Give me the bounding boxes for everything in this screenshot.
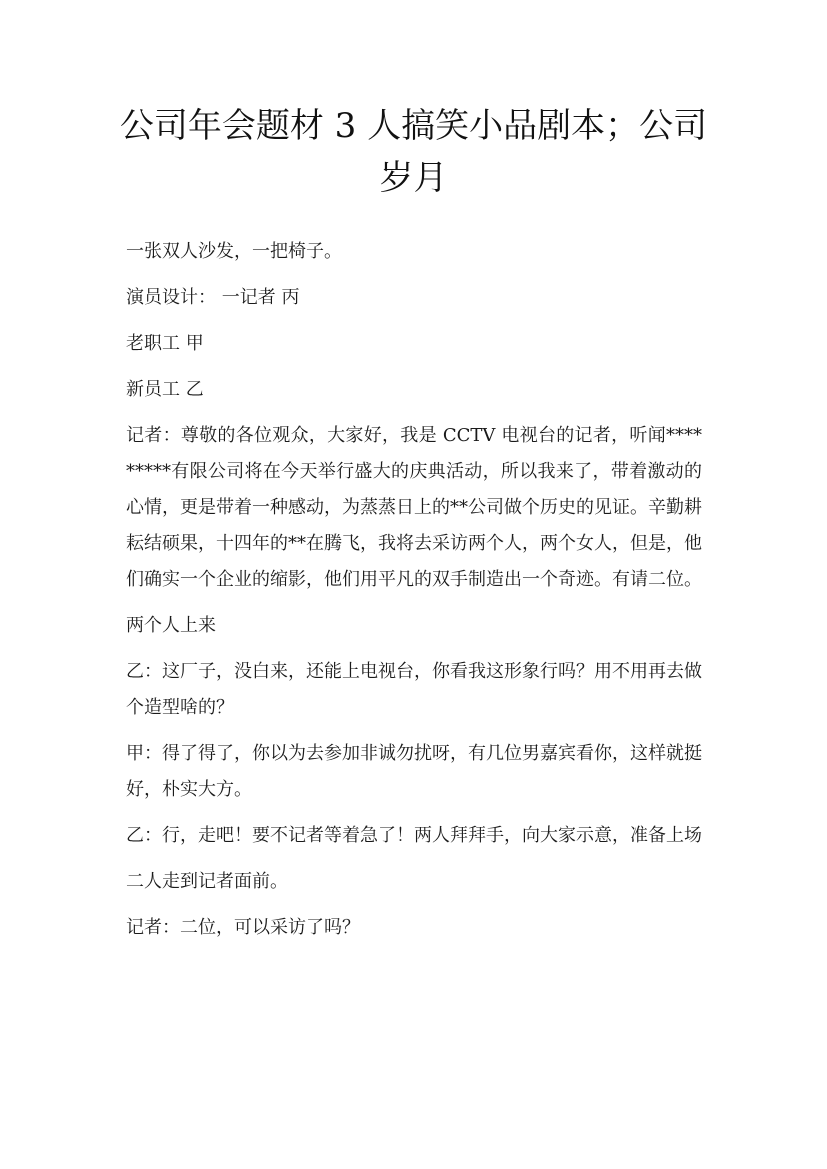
paragraph-dialogue-jia-1: 甲：得了得了，你以为去参加非诚勿扰呀，有几位男嘉宾看你，这样就挺好，朴实大方。	[126, 743, 702, 800]
paragraph-cast-design: 演员设计： 一记者 丙	[126, 287, 300, 308]
paragraph-stage-setting: 一张双人沙发，一把椅子。	[126, 241, 342, 262]
paragraph-stage-direction-approach: 二人走到记者面前。	[126, 871, 288, 892]
document-body	[126, 234, 702, 956]
paragraph-dialogue-yi-2: 乙：行，走吧！要不记者等着急了！两人拜拜手，向大家示意，准备上场	[126, 825, 702, 846]
paragraph-reporter-question: 记者：二位，可以采访了吗？	[126, 917, 360, 938]
paragraph-reporter-intro: 记者：尊敬的各位观众，大家好，我是 CCTV 电视台的记者，听闻*********有限公司将在今天举行盛大的庆典活动，所以我来了，带着激动的心情，更是带着一种感动，为蒸蒸日上的**公司做个历史的见证。辛勤耕耘结硕果，十四年的**在腾飞，我将去采访两个人，两个女人，但是，他们确实一个企业的缩影，他们用平凡的双手制造出一个奇迹。有请二位。	[126, 425, 702, 590]
paragraph-stage-direction-enter: 两个人上来	[126, 615, 216, 636]
document-title: 公司年会题材 3 人搞笑小品剧本；公司岁月	[119, 106, 708, 198]
paragraph-cast-new-staff: 新员工 乙	[126, 379, 204, 400]
paragraph-dialogue-yi-1: 乙：这厂子，没白来，还能上电视台，你看我这形象行吗？用不用再去做个造型啥的？	[126, 661, 702, 718]
paragraph-cast-old-staff: 老职工 甲	[126, 333, 204, 354]
